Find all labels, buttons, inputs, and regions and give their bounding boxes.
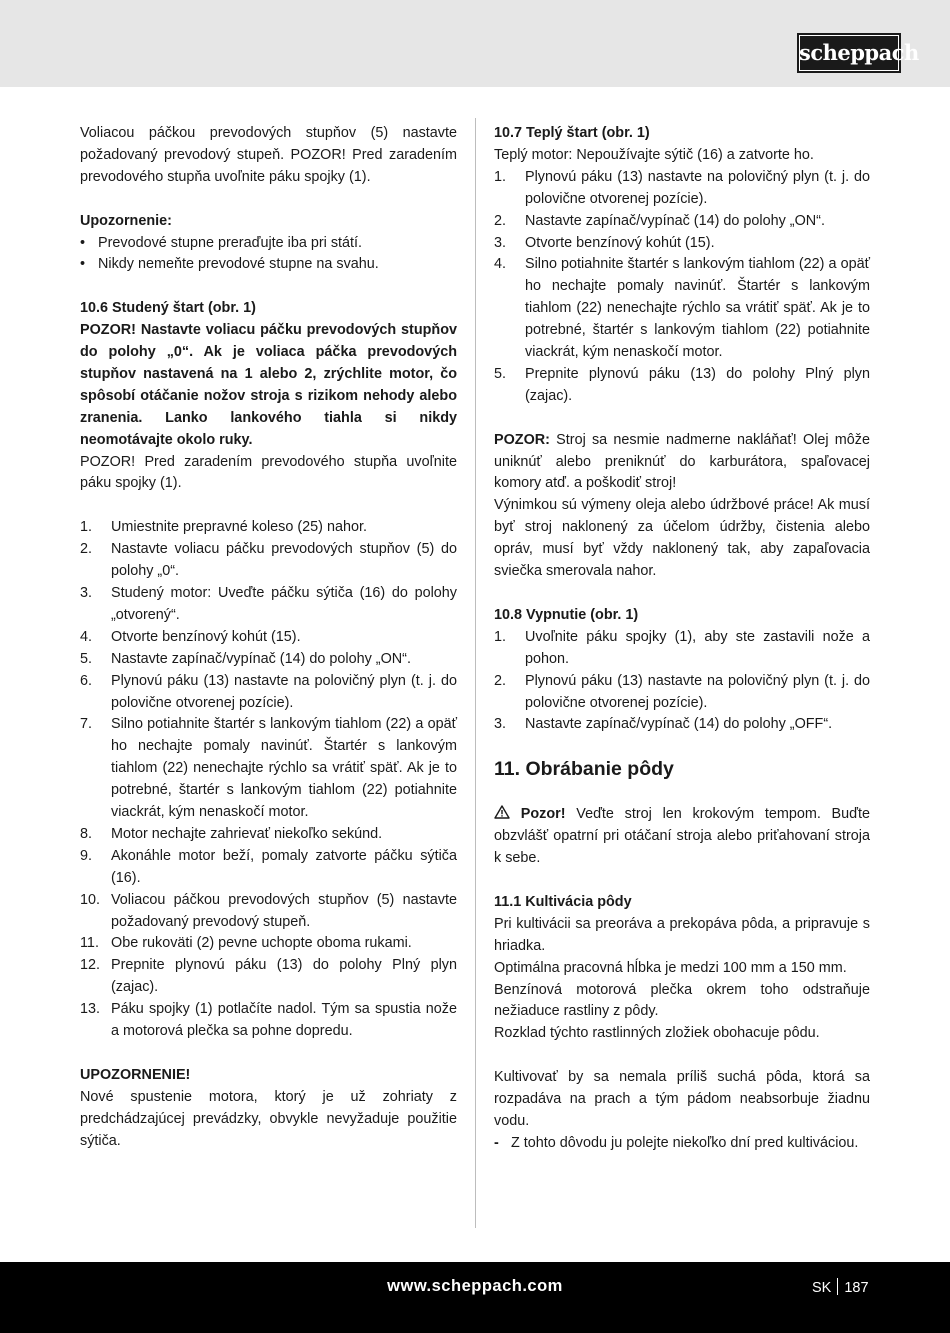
list-number: 3.: [494, 716, 507, 733]
cold-start-step: [80, 539, 457, 583]
note-bullet-item: [80, 233, 457, 255]
list-number: 2.: [494, 672, 507, 689]
section-11-warning-label: Pozor!: [520, 806, 566, 823]
page-separator: [837, 1278, 838, 1295]
list-number: 6.: [80, 672, 93, 689]
list-item-text: Nastavte voliacu páčku prevodových stupňov (5) do polohy „0“.: [111, 541, 457, 580]
note-bullet-item: [80, 254, 457, 276]
cold-start-step: [80, 846, 457, 890]
warm-start-step: [494, 254, 870, 364]
list-item-text: Páku spojky (1) potlačíte nadol. Tým sa spustia nože a motorová plečka sa pohne dopredu.: [111, 1001, 457, 1040]
pozor-label: POZOR:: [494, 431, 550, 448]
list-number: 4.: [494, 256, 507, 273]
left-column: [80, 123, 457, 1153]
exception-paragraph: Výnimkou sú výmeny oleja alebo údržbové práce! Ak musí byť stroj naklonený za účelom údržby, čistenia alebo opráv, musí byť vždy naklonený tak, aby zapaľovacia sviečka smerovala nahor.: [494, 497, 870, 580]
dash-item-text: Z tohto dôvodu ju polejte niekoľko dní pred kultiváciou.: [511, 1134, 859, 1151]
cold-start-step: [80, 517, 457, 539]
list-number: 7.: [80, 716, 93, 733]
warning-triangle-icon: [494, 805, 510, 819]
cultivation-dash-item: [494, 1133, 870, 1155]
shutdown-step: [494, 627, 870, 671]
cold-start-step: [80, 714, 457, 824]
list-item-text: Akonáhle motor beží, pomaly zatvorte páčku sýtiča (16).: [111, 847, 457, 886]
page-number-value: 187: [844, 1280, 869, 1296]
list-number: 2.: [80, 541, 93, 558]
bullet-text: Prevodové stupne preraďujte iba pri státí.: [98, 234, 363, 251]
list-number: 1.: [494, 628, 507, 645]
intro-paragraph: Voliacou páčkou prevodových stupňov (5) nastavte požadovaný prevodový stupeň. POZOR! Pred zaradením prevodového stupňa uvoľnite páku spojky (1).: [80, 125, 457, 185]
list-number: 2.: [494, 212, 507, 229]
list-item-text: Motor nechajte zahrievať niekoľko sekúnd.: [111, 825, 383, 842]
list-item-text: Plynovú páku (13) nastavte na polovičný plyn (t. j. do polovične otvorenej pozície).: [525, 672, 870, 711]
section-10-6-warning: POZOR! Nastavte voliacu páčku prevodových stupňov do polohy „0“. Ak je voliaca páčka prevodových stupňov nastavená na 1 alebo 2, zrýchlite motor, čo spôsobí otáčanie nožov stroja s rizikom nehody alebo zranenia. Lanko lankového tiahla si nikdy neomotávajte okolo ruky.: [80, 322, 457, 448]
list-item-text: Obe rukoväti (2) pevne uchopte oboma rukami.: [111, 935, 412, 952]
shutdown-step: [494, 714, 870, 736]
cultivation-p5: Kultivovať by sa nemala príliš suchá pôda, ktorá sa rozpadáva na prach a tým pádom neabsorbuje žiadnu vodu.: [494, 1069, 870, 1129]
list-number: 8.: [80, 825, 93, 842]
page-footer: [0, 1262, 950, 1333]
list-number: 12.: [80, 957, 101, 974]
list-item-text: Prepnite plynovú páku (13) do polohy Plný plyn (zajac).: [525, 365, 870, 404]
cultivation-p2: Optimálna pracovná hĺbka je medzi 100 mm a 150 mm.: [494, 959, 847, 976]
pozor-text: Stroj sa nesmie nadmerne nakláňať! Olej môže uniknúť alebo preniknúť do karburátora, spaľovacej komory atď. a poškodiť stroj!: [494, 431, 870, 492]
list-number: 10.: [80, 891, 101, 908]
list-item-text: Umiestnite prepravné koleso (25) nahor.: [111, 519, 367, 536]
cold-start-step: [80, 583, 457, 627]
list-item-text: Nastavte zapínač/vypínač (14) do polohy „ON“.: [111, 650, 411, 667]
list-item-text: Plynovú páku (13) nastavte na polovičný plyn (t. j. do polovične otvorenej pozície).: [111, 672, 457, 711]
list-item-text: Prepnite plynovú páku (13) do polohy Plný plyn (zajac).: [111, 957, 457, 996]
list-item-text: Uvoľnite páku spojky (1), aby ste zastavili nože a pohon.: [525, 628, 870, 667]
list-item-text: Silno potiahnite štartér s lankovým tiahlom (22) a opäť ho nechajte pomaly navinúť. Štartér s lankovým tiahlom (22) nenechajte rýchlo sa vrátiť späť. Ak je to potrebné, štartér s lankovým tiahlom (22) potiahnite viackrát, kým nenaskočí motor.: [111, 716, 457, 821]
list-number: 1.: [80, 519, 93, 536]
section-10-6-note: POZOR! Pred zaradením prevodového stupňa uvoľnite páku spojky (1).: [80, 453, 457, 492]
list-number: 13.: [80, 1001, 101, 1018]
list-item-text: Otvorte benzínový kohút (15).: [525, 234, 715, 251]
cold-start-steps: [80, 517, 457, 1043]
cold-start-step: [80, 824, 457, 846]
list-item-text: Plynovú páku (13) nastavte na polovičný plyn (t. j. do polovične otvorenej pozície).: [525, 168, 870, 207]
language-code: SK: [812, 1280, 832, 1296]
cold-start-step: [80, 933, 457, 955]
list-item-text: Nastavte zapínač/vypínač (14) do polohy „OFF“.: [525, 716, 833, 733]
list-number: 1.: [494, 168, 507, 185]
list-item-text: Voliacou páčkou prevodových stupňov (5) nastavte požadovaný prevodový stupeň.: [111, 891, 457, 930]
pozor-paragraph: [494, 430, 870, 496]
bullet-marker: •: [80, 256, 86, 273]
cultivation-p3: Benzínová motorová plečka okrem toho odstraňuje nežiaduce rastliny z pôdy.: [494, 981, 870, 1020]
list-item-text: Nastavte zapínač/vypínač (14) do polohy „ON“.: [525, 212, 825, 229]
cold-start-step: [80, 671, 457, 715]
list-item-text: Studený motor: Uveďte páčku sýtiča (16) do polohy „otvorený“.: [111, 584, 457, 623]
list-number: 3.: [80, 584, 93, 601]
shutdown-steps: [494, 627, 870, 737]
cultivation-p1: Pri kultivácii sa preoráva a prekopáva pôda, a pripravuje s hriadka.: [494, 915, 870, 954]
list-number: 4.: [80, 628, 93, 645]
list-number: 3.: [494, 234, 507, 251]
note-bullet-list: [80, 233, 457, 277]
section-10-6-title: 10.6 Studený štart (obr. 1): [80, 300, 256, 317]
page-header: [0, 0, 950, 87]
cold-start-step: [80, 627, 457, 649]
warm-start-step: [494, 167, 870, 211]
website-link[interactable]: www.scheppach.com: [387, 1277, 563, 1295]
section-10-7-intro: Teplý motor: Nepoužívajte sýtič (16) a zatvorte ho.: [494, 146, 814, 163]
list-number: 11.: [80, 935, 99, 952]
list-number: 5.: [494, 365, 507, 382]
section-11-title: 11. Obrábanie pôdy: [494, 758, 674, 781]
warm-start-step: [494, 233, 870, 255]
cultivation-p4: Rozklad týchto rastlinných zložiek obohacuje pôdu.: [494, 1025, 820, 1042]
shutdown-step: [494, 671, 870, 715]
list-item-text: Silno potiahnite štartér s lankovým tiahlom (22) a opäť ho nechajte pomaly navinúť. Štartér s lankovým tiahlom (22) nenechajte rýchlo sa vrátiť späť. Ak je to potrebné, štartér s lankovým tiahlom (22) potiahnite viackrát, kým nenaskočí motor.: [525, 256, 870, 361]
list-number: 5.: [80, 650, 93, 667]
right-column: [494, 123, 870, 1155]
cold-start-step: [80, 649, 457, 671]
notice-title: UPOZORNENIE!: [80, 1066, 191, 1083]
note-title: Upozornenie:: [80, 212, 172, 229]
cold-start-step: [80, 999, 457, 1043]
notice-text: Nové spustenie motora, ktorý je už zohriaty z predchádzajúcej prevádzky, obvykle nevyžaduje použitie sýtiča.: [80, 1088, 457, 1149]
bullet-marker: •: [80, 234, 86, 251]
warm-start-step: [494, 364, 870, 408]
list-item-text: Otvorte benzínový kohút (15).: [111, 628, 301, 645]
section-10-7-title: 10.7 Teplý štart (obr. 1): [494, 125, 650, 141]
section-11-1-title: 11.1 Kultivácia pôdy: [494, 893, 632, 910]
page-number: [812, 1278, 869, 1296]
cold-start-step: [80, 955, 457, 999]
warm-start-steps: [494, 167, 870, 408]
column-divider: [475, 118, 476, 1228]
warm-start-step: [494, 211, 870, 233]
bullet-text: Nikdy nemeňte prevodové stupne na svahu.: [98, 256, 379, 273]
scheppach-logo: scheppach: [797, 33, 901, 73]
section-10-8-title: 10.8 Vypnutie (obr. 1): [494, 606, 639, 623]
section-11-warning-text: Veďte stroj len krokovým tempom. Buďte obzvlášť opatrní pri otáčaní stroja alebo priťahovaní stroja k sebe.: [494, 806, 870, 867]
cold-start-step: [80, 890, 457, 934]
list-number: 9.: [80, 847, 93, 864]
section-11-warning: [494, 804, 870, 870]
dash-marker: -: [494, 1134, 499, 1151]
